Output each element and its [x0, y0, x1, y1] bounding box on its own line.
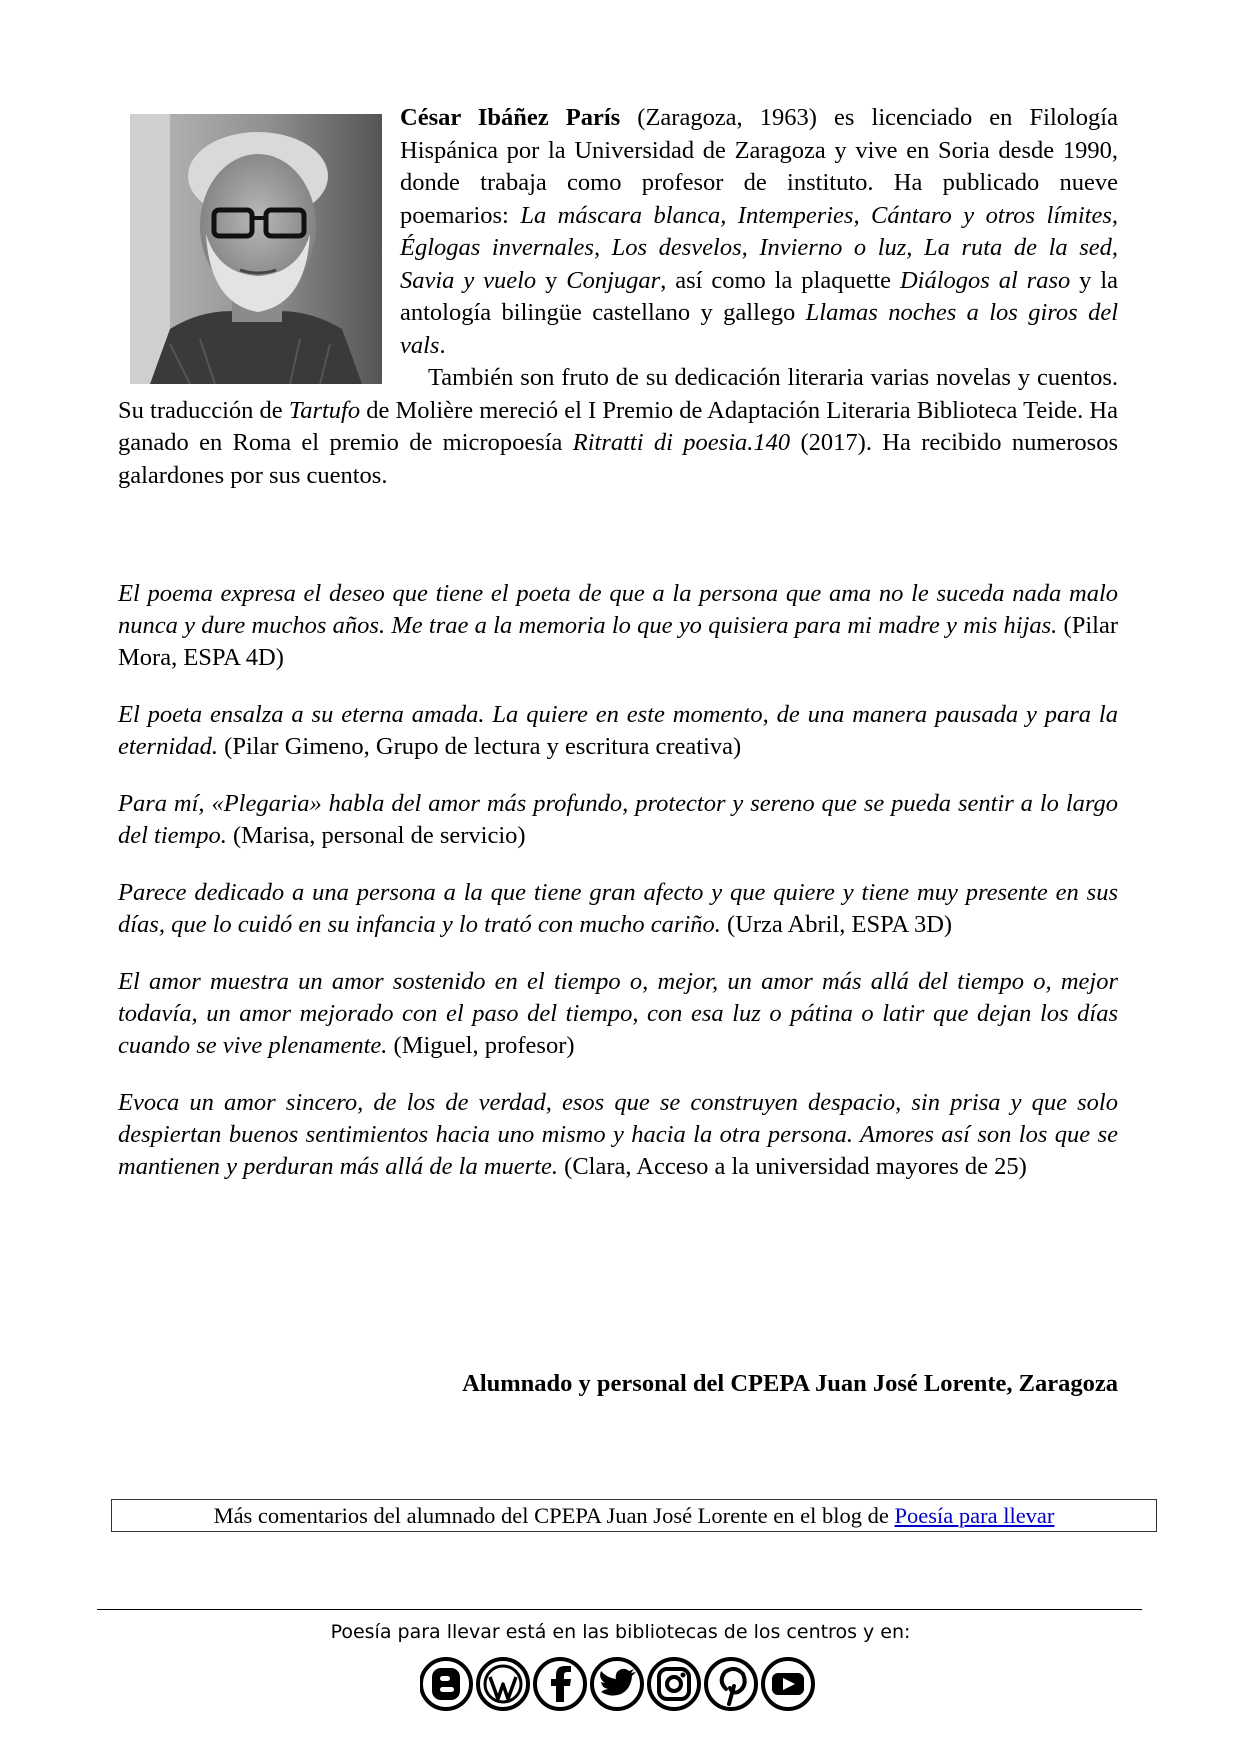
facebook-icon[interactable]: [535, 1659, 585, 1709]
credit-line: Alumnado y personal del CPEPA Juan José Lorente, Zaragoza: [462, 1370, 1118, 1397]
comment: Parece dedicado a una persona a la que tiene gran afecto y que quiere y tiene muy presente en sus días, que lo cuidó en su infancia y lo trató con mucho cariño. (Urza Abril, ESPA 3D): [118, 879, 1118, 938]
comment: Para mí, «Plegaria» habla del amor más profundo, protector y sereno que se pueda sentir a lo largo del tiempo. (Marisa, personal de servicio): [118, 790, 1118, 849]
comment: El poeta ensalza a su eterna amada. La quiere en este momento, de una manera pausada y para la eternidad. (Pilar Gimeno, Grupo de lectura y escritura creativa): [118, 701, 1118, 760]
twitter-icon[interactable]: [592, 1659, 642, 1709]
footer-text: Poesía para llevar está en las bibliotecas de los centros y en:: [330, 1621, 911, 1643]
blogger-icon[interactable]: [421, 1659, 471, 1709]
author-bio: [118, 102, 1118, 492]
author-photo: [130, 114, 382, 384]
youtube-icon[interactable]: [763, 1659, 813, 1709]
comment: Evoca un amor sincero, de los de verdad, esos que se construyen despacio, sin prisa y que solo despiertan buenos sentimientos hacia uno mismo y hacia la otra persona. Amores así son los que se mantienen y perduran más allá de la muerte. (Clara, Acceso a la universidad mayores de 25): [118, 1089, 1118, 1180]
comment: El amor muestra un amor sostenido en el tiempo o, mejor, un amor más allá del tiempo o, mejor todavía, un amor mejorado con el paso del tiempo, con esa luz o pátina o latir que dejan los días cuando se vive plenamente. (Miguel, profesor): [118, 968, 1118, 1059]
blog-link[interactable]: Poesía para llevar: [894, 1503, 1055, 1528]
instagram-icon[interactable]: [649, 1659, 699, 1709]
pinterest-icon[interactable]: [706, 1659, 756, 1709]
author-portrait-image: [130, 114, 382, 384]
author-name: César Ibáñez París: [400, 104, 621, 131]
bio-paragraph-1: César Ibáñez París (Zaragoza, 1963) es licenciado en Filología Hispánica por la Universidad de Zaragoza y vive en Soria desde 1990, donde trabaja como profesor de instituto. Ha publicado nueve poemarios: La máscara blanca, Intemperies, Cántaro y otros límites, Églogas invernales, Los desvelos, Invierno o luz, La ruta de la sed, Savia y vuelo y Conjugar, así como la plaquette Diálogos al raso y la antología bilingüe castellano y gallego Llamas noches a los giros del vals.: [400, 104, 1118, 359]
wordpress-icon[interactable]: [478, 1659, 528, 1709]
more-comments-text: Más comentarios del alumnado del CPEPA Juan José Lorente en el blog de: [213, 1503, 895, 1528]
comment: El poema expresa el deseo que tiene el poeta de que a la persona que ama no le suceda nada malo nunca y dure muchos años. Me trae a la memoria lo que yo quisiera para mi madre y mis hijas. (Pilar Mora, ESPA 4D): [118, 580, 1118, 671]
bio-paragraph-2: También son fruto de su dedicación literaria varias novelas y cuentos. Su traducción de Tartufo de Molière mereció el I Premio de Adaptación Literaria Biblioteca Teide. Ha ganado en Roma el premio de micropoesía Ritratti di poesia.140 (2017). Ha recibido numerosos galardones por sus cuentos.: [118, 364, 1119, 489]
social-icons: [420, 1655, 820, 1713]
footer-divider: [97, 1609, 1142, 1610]
comments-section: [118, 578, 1118, 1208]
works-list: La máscara blanca, Intemperies, Cántaro y otros límites, Églogas invernales, Los desvelos, Invierno o luz, La ruta de la sed, Savia y vuelo: [400, 201, 1118, 294]
more-comments-box: [111, 1499, 1157, 1532]
